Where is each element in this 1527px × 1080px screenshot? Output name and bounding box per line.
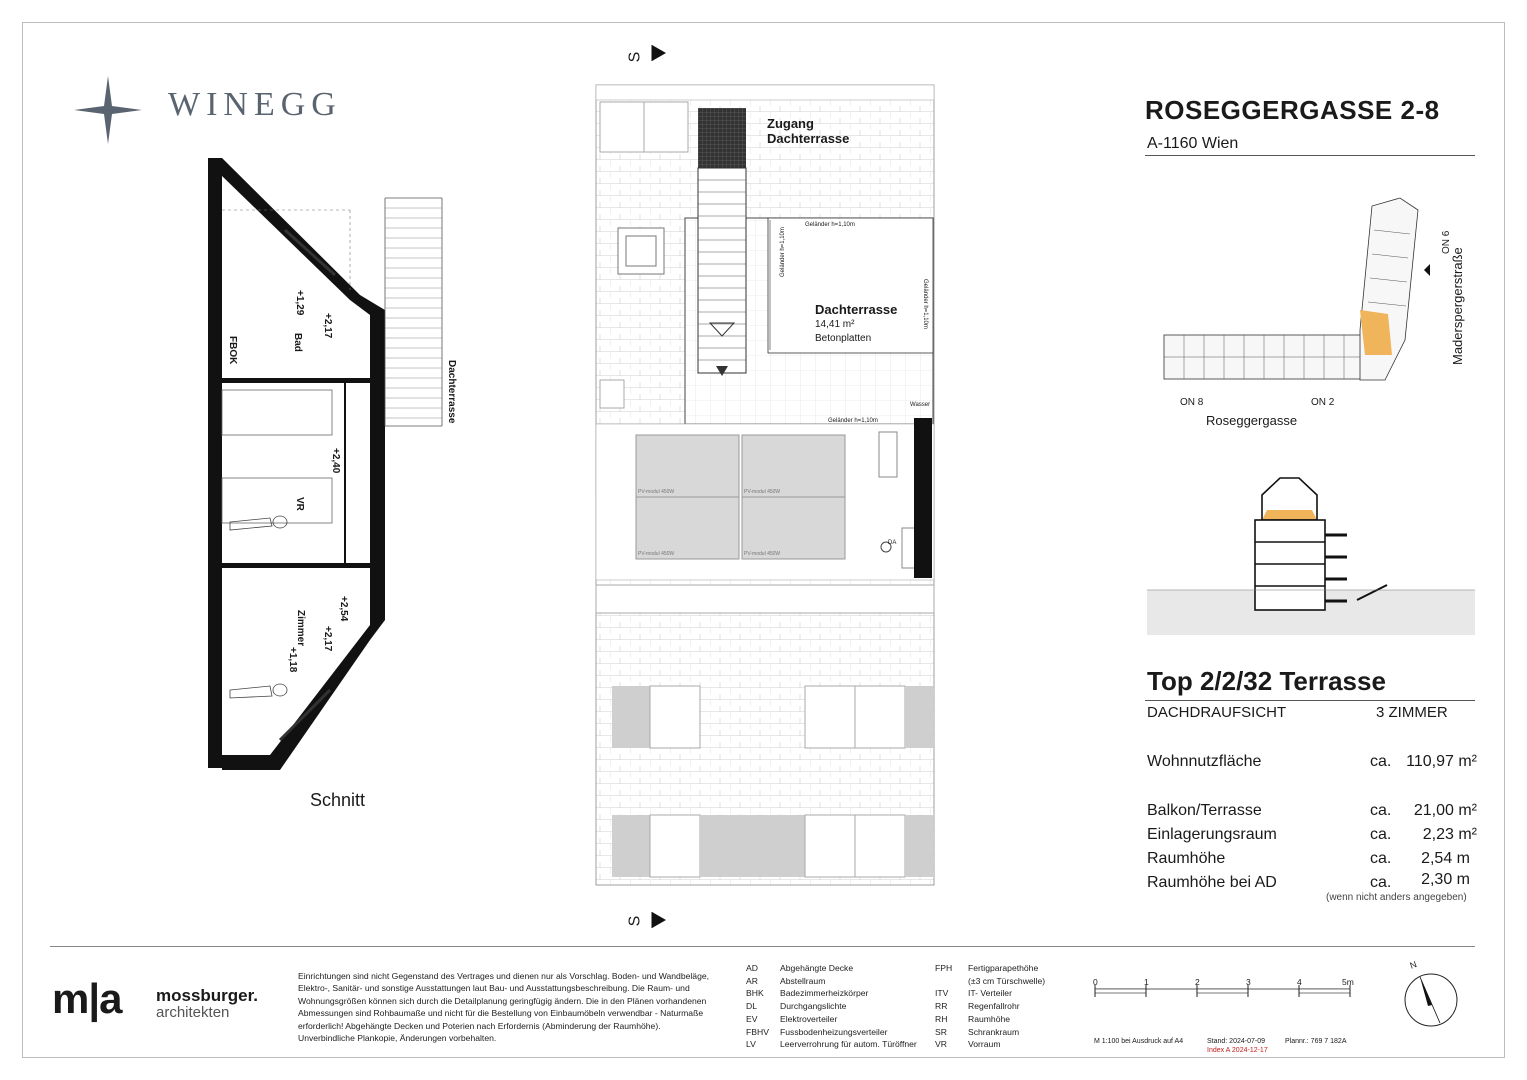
south-label-bottom: S — [626, 915, 644, 927]
site-street-bottom: Roseggergasse — [1206, 413, 1298, 428]
area-row — [1147, 826, 1477, 844]
scale-tick: 1 — [1144, 977, 1149, 987]
area-label: Einlagerungsraum — [1147, 826, 1277, 843]
abbr-desc: Durchgangslichte — [780, 1001, 847, 1012]
abbr-code: FBHV — [746, 1026, 769, 1037]
pv-module-4: PV-modul 450W — [744, 551, 781, 557]
label-zimmer-h3: +1,18 — [287, 647, 298, 673]
area-row — [1147, 850, 1477, 868]
winegg-star-icon — [72, 74, 144, 146]
stand-date: Stand: 2024-07-09 — [1207, 1038, 1265, 1045]
scale-tick: 2 — [1195, 977, 1200, 987]
area-label: Wohnnutzfläche — [1147, 753, 1262, 770]
abbr-desc: Leerverrohrung für autom. Türöffner — [780, 1039, 917, 1050]
abbr-code: AR — [746, 975, 758, 986]
label-bad: Bad — [292, 333, 303, 352]
area-ca: ca. — [1370, 874, 1392, 891]
abbr-desc: Raumhöhe — [968, 1013, 1011, 1024]
area-value: 2,54 m — [1421, 850, 1470, 867]
abbr-desc: Vorraum — [968, 1039, 1001, 1050]
label-fbok: FBOK — [227, 336, 238, 365]
terrace-area: 14,41 m² — [815, 319, 855, 330]
abbr-code: LV — [746, 1039, 756, 1050]
pv-module-3: PV-modul 450W — [638, 551, 675, 557]
abbr-desc: Elektroverteiler — [780, 1013, 838, 1024]
abbr-code: ITV — [935, 988, 949, 999]
abbr-code: AD — [746, 963, 758, 973]
abbr-code: EV — [746, 1013, 758, 1024]
abbr-desc: IT- Verteiler — [968, 988, 1012, 999]
unit-title: Top 2/2/32 Terrasse — [1147, 666, 1386, 696]
area-value: 21,00 m² — [1413, 802, 1477, 819]
label-vr: VR — [294, 497, 305, 511]
unit-rule — [1145, 700, 1475, 701]
area-label: Balkon/Terrasse — [1147, 802, 1262, 819]
footer-rule — [50, 946, 1475, 947]
abbr-desc: Abgehängte Decke — [780, 963, 854, 973]
zugang-line1: Zugang — [767, 116, 814, 131]
abbr-codes-1 — [746, 962, 769, 1051]
scale-bar — [1093, 985, 1363, 1005]
site-plan — [1160, 190, 1430, 390]
area-ca: ca. — [1370, 826, 1392, 843]
architect-sub: architekten — [156, 1004, 230, 1021]
disclaimer: Einrichtungen sind nicht Gegenstand des Vertrages und dienen nur als Vorschlag. Boden- und Wandbeläge, Elektro-, Sanitär- und sonstige Ausstattungen laut Bau- und Ausstattungsbeschreibung. Die Raum- und Wohnungsgrößen können sich durch die Detailplanung geringfügig ändern. Die in den Plänen vorhandenen Abmessungen sind Rohbaumaße und nicht für die Bestellung von Einbaumöbeln verwendbar - Naturmaße erforderlich! Abgehängte Decken und Poterien nach Erfordernis (Abminderung der Raumhöhe). Unverbindliche Plankopie, Änderungen vorbehalten. — [298, 971, 710, 1044]
area-value: 110,97 m² — [1406, 753, 1477, 770]
abbr-desc-1 — [780, 962, 917, 1051]
abbr-code: BHK — [746, 988, 764, 999]
area-ca: ca. — [1370, 753, 1392, 770]
abbr-desc: Badezimmerheizkörper — [780, 988, 869, 999]
area-row — [1147, 802, 1477, 820]
label-zimmer: Zimmer — [295, 610, 306, 647]
area-row — [1147, 871, 1477, 892]
scale-note: M 1:100 bei Ausdruck auf A4 — [1094, 1038, 1184, 1045]
label-dachterrasse-section: Dachterrasse — [446, 360, 457, 424]
railing-top: Geländer h=1,10m — [805, 222, 855, 228]
north-label: N — [1408, 959, 1419, 971]
room-count: 3 ZIMMER — [1376, 704, 1448, 721]
site-street-right: Maderspergerstraße — [1450, 247, 1465, 365]
abbr-code: RR — [935, 1001, 948, 1012]
areas-note: (wenn nicht anders angegeben) — [1326, 892, 1467, 903]
terrace-material: Betonplatten — [815, 333, 872, 344]
railing-bottom: Geländer h=1,10m — [828, 418, 878, 424]
pv-module-1: PV-modul 450W — [638, 489, 675, 495]
abbr-code — [935, 975, 952, 988]
abbr-desc: (±3 cm Türschwelle) — [968, 975, 1046, 986]
site-on6: ON 6 — [1441, 230, 1452, 254]
railing-left: Geländer h=1,10m — [780, 227, 786, 277]
scale-tick: 4 — [1297, 977, 1302, 987]
label-bad-h2: +2,17 — [322, 313, 333, 339]
area-value: 2,30 m — [1421, 871, 1470, 888]
zugang-line2: Dachterrasse — [767, 131, 850, 146]
site-on2: ON 2 — [1311, 397, 1335, 408]
scale-tick: 5m — [1342, 977, 1354, 987]
title-rule — [1145, 155, 1475, 156]
abbr-codes-2 — [935, 962, 952, 1051]
architect-logo: m|a — [52, 975, 122, 1022]
architect-name: mossburger. — [156, 986, 259, 1005]
area-row — [1147, 753, 1477, 771]
north-arrow-icon — [1396, 965, 1466, 1035]
brand-logo: WINEGG — [168, 86, 342, 123]
scale-tick: 0 — [1093, 977, 1098, 987]
area-value: 2,23 m² — [1422, 826, 1477, 843]
abbr-code: SR — [935, 1026, 947, 1037]
label-vr-h: +2,40 — [330, 448, 341, 474]
pv-module-2: PV-modul 450W — [744, 489, 781, 495]
abbr-desc: Fertigparapethöhe — [968, 963, 1039, 973]
area-ca: ca. — [1370, 802, 1392, 819]
abbr-desc: Abstellraum — [780, 975, 826, 986]
site-on8: ON 8 — [1180, 397, 1204, 408]
label-zimmer-h2: +2,17 — [322, 626, 333, 652]
zugang-label — [767, 116, 849, 146]
project-title: ROSEGGERGASSE 2-8 — [1145, 95, 1440, 125]
unit-highlight-section — [1262, 510, 1317, 520]
abbr-desc: Fussbodenheizungsverteiler — [780, 1026, 888, 1037]
view-type: DACHDRAUFSICHT — [1147, 704, 1287, 721]
abbr-desc: Regenfallrohr — [968, 1001, 1020, 1012]
wasser-label: Wasser — [910, 402, 931, 408]
abbr-desc-2 — [968, 962, 1045, 1051]
project-city: A-1160 Wien — [1147, 135, 1239, 152]
plan-number: Plannr.: 769 7 182A — [1285, 1038, 1347, 1045]
area-label: Raumhöhe bei AD — [1147, 874, 1277, 891]
terrace-title: Dachterrasse — [815, 302, 898, 317]
railing-right: Geländer h=1,10m — [922, 279, 928, 329]
abbr-code: DL — [746, 1001, 757, 1012]
area-label: Raumhöhe — [1147, 850, 1226, 867]
abbr-code: VR — [935, 1039, 947, 1050]
unit-highlight — [1360, 310, 1392, 355]
area-ca: ca. — [1370, 850, 1392, 867]
scale-tick: 3 — [1246, 977, 1251, 987]
abbr-code: RH — [935, 1013, 948, 1024]
index-date: Index A 2024-12-17 — [1207, 1047, 1268, 1054]
label-bad-h1: +1,29 — [294, 290, 305, 316]
da-label: DA — [888, 540, 897, 546]
south-label-top: S — [626, 51, 644, 63]
mini-section — [1147, 470, 1477, 640]
section-caption: Schnitt — [310, 790, 366, 810]
abbr-code: FPH — [935, 963, 953, 973]
label-zimmer-h1: +2,54 — [338, 596, 349, 622]
abbr-desc: Schrankraum — [968, 1026, 1020, 1037]
